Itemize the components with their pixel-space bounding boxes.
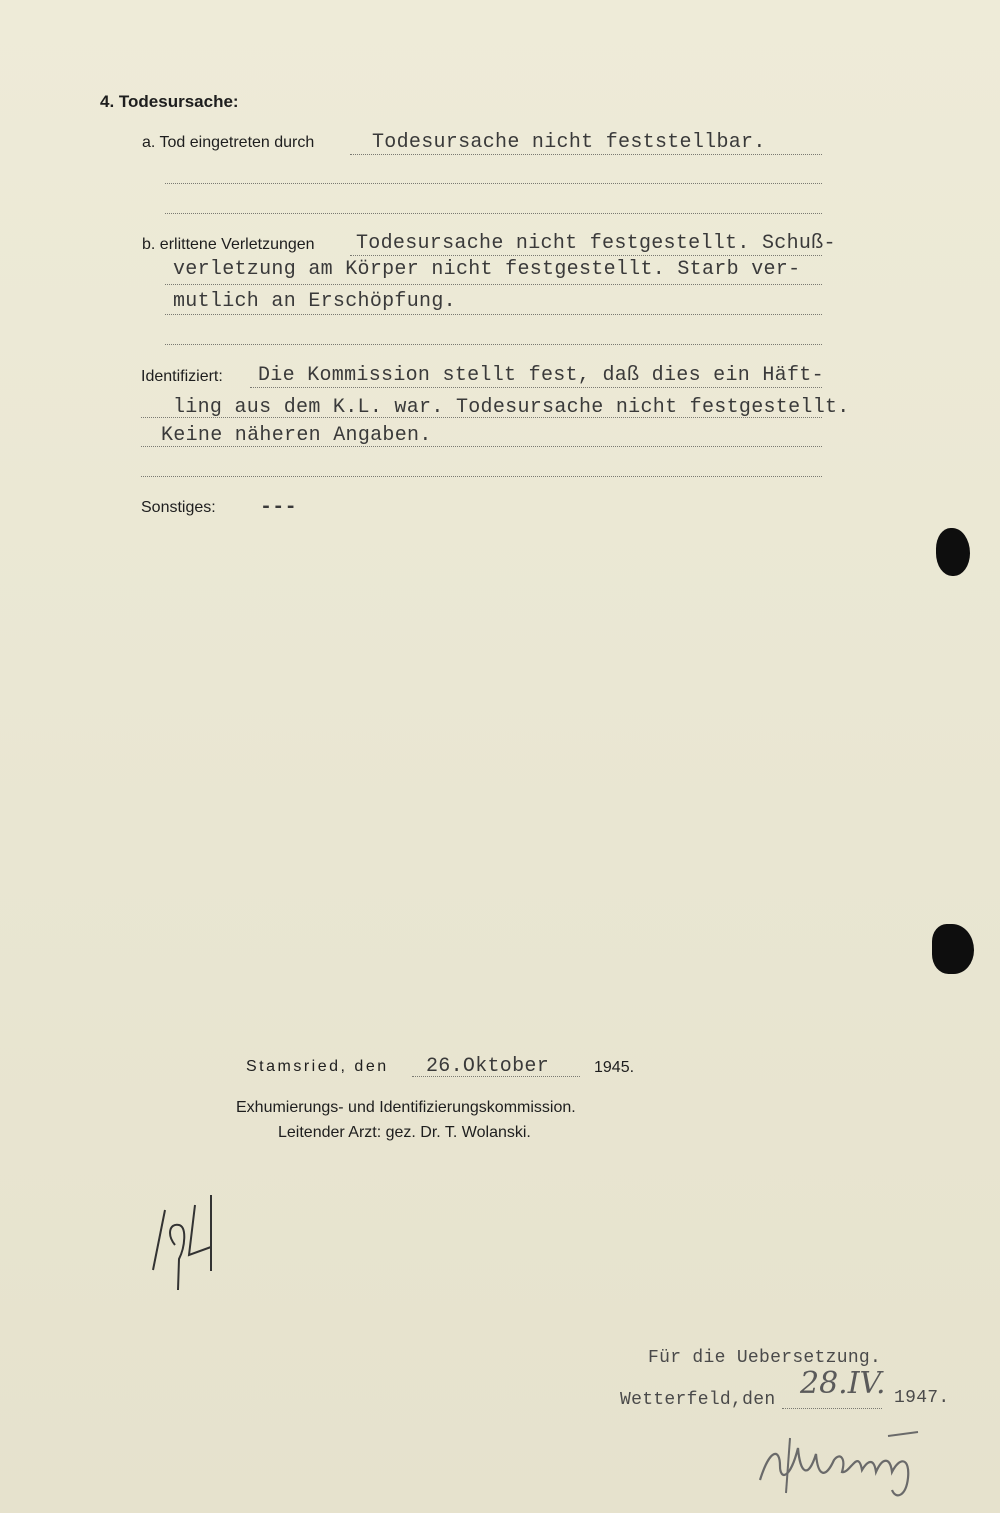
other-value: --- xyxy=(260,496,297,519)
injuries-label: b. erlittene Verletzungen xyxy=(142,236,315,253)
commission-name: Exhumierungs- und Identifizierungskommission. xyxy=(236,1099,576,1116)
dotted-line xyxy=(350,255,822,256)
section-heading: 4. Todesursache: xyxy=(100,92,239,111)
identified-line-2: ling aus dem K.L. war. Todesursache nicht festgestellt. xyxy=(173,396,850,419)
dotted-line xyxy=(165,344,822,345)
date-value: 26.Oktober xyxy=(426,1055,550,1078)
translation-line-1: Für die Uebersetzung. xyxy=(648,1348,882,1368)
identified-label: Identifiziert: xyxy=(141,368,223,385)
year-value: 1945. xyxy=(594,1059,635,1076)
injuries-line-3: mutlich an Erschöpfung. xyxy=(173,290,456,313)
dotted-line xyxy=(250,387,822,388)
translator-signature xyxy=(750,1418,930,1508)
translation-year: 1947. xyxy=(894,1388,950,1408)
translation-place: Wetterfeld,den xyxy=(620,1390,776,1410)
place-label: Stamsried, den xyxy=(246,1058,389,1075)
handwritten-number xyxy=(145,1185,235,1300)
dotted-line xyxy=(412,1076,580,1077)
punch-hole xyxy=(932,924,974,974)
dotted-line xyxy=(165,183,822,184)
identified-line-3: Keine näheren Angaben. xyxy=(161,424,432,447)
injuries-line-2: verletzung am Körper nicht festgestellt. Starb ver- xyxy=(173,258,801,281)
doctor-line: Leitender Arzt: gez. Dr. T. Wolanski. xyxy=(278,1124,531,1141)
dotted-line xyxy=(350,154,822,155)
dotted-line xyxy=(141,446,822,447)
dotted-line xyxy=(141,417,822,418)
dotted-line xyxy=(165,314,822,315)
dotted-line xyxy=(165,284,822,285)
punch-hole xyxy=(936,528,970,576)
dotted-line xyxy=(165,213,822,214)
translation-date: 28.IV. xyxy=(800,1366,886,1401)
injuries-line-1: Todesursache nicht festgestellt. Schuß- xyxy=(356,232,836,255)
identified-line-1: Die Kommission stellt fest, daß dies ein Häft- xyxy=(258,364,824,387)
other-label: Sonstiges: xyxy=(141,499,216,516)
cause-label: a. Tod eingetreten durch xyxy=(142,134,315,151)
dotted-line xyxy=(782,1408,882,1409)
cause-value: Todesursache nicht feststellbar. xyxy=(372,131,766,154)
dotted-line xyxy=(141,476,822,477)
